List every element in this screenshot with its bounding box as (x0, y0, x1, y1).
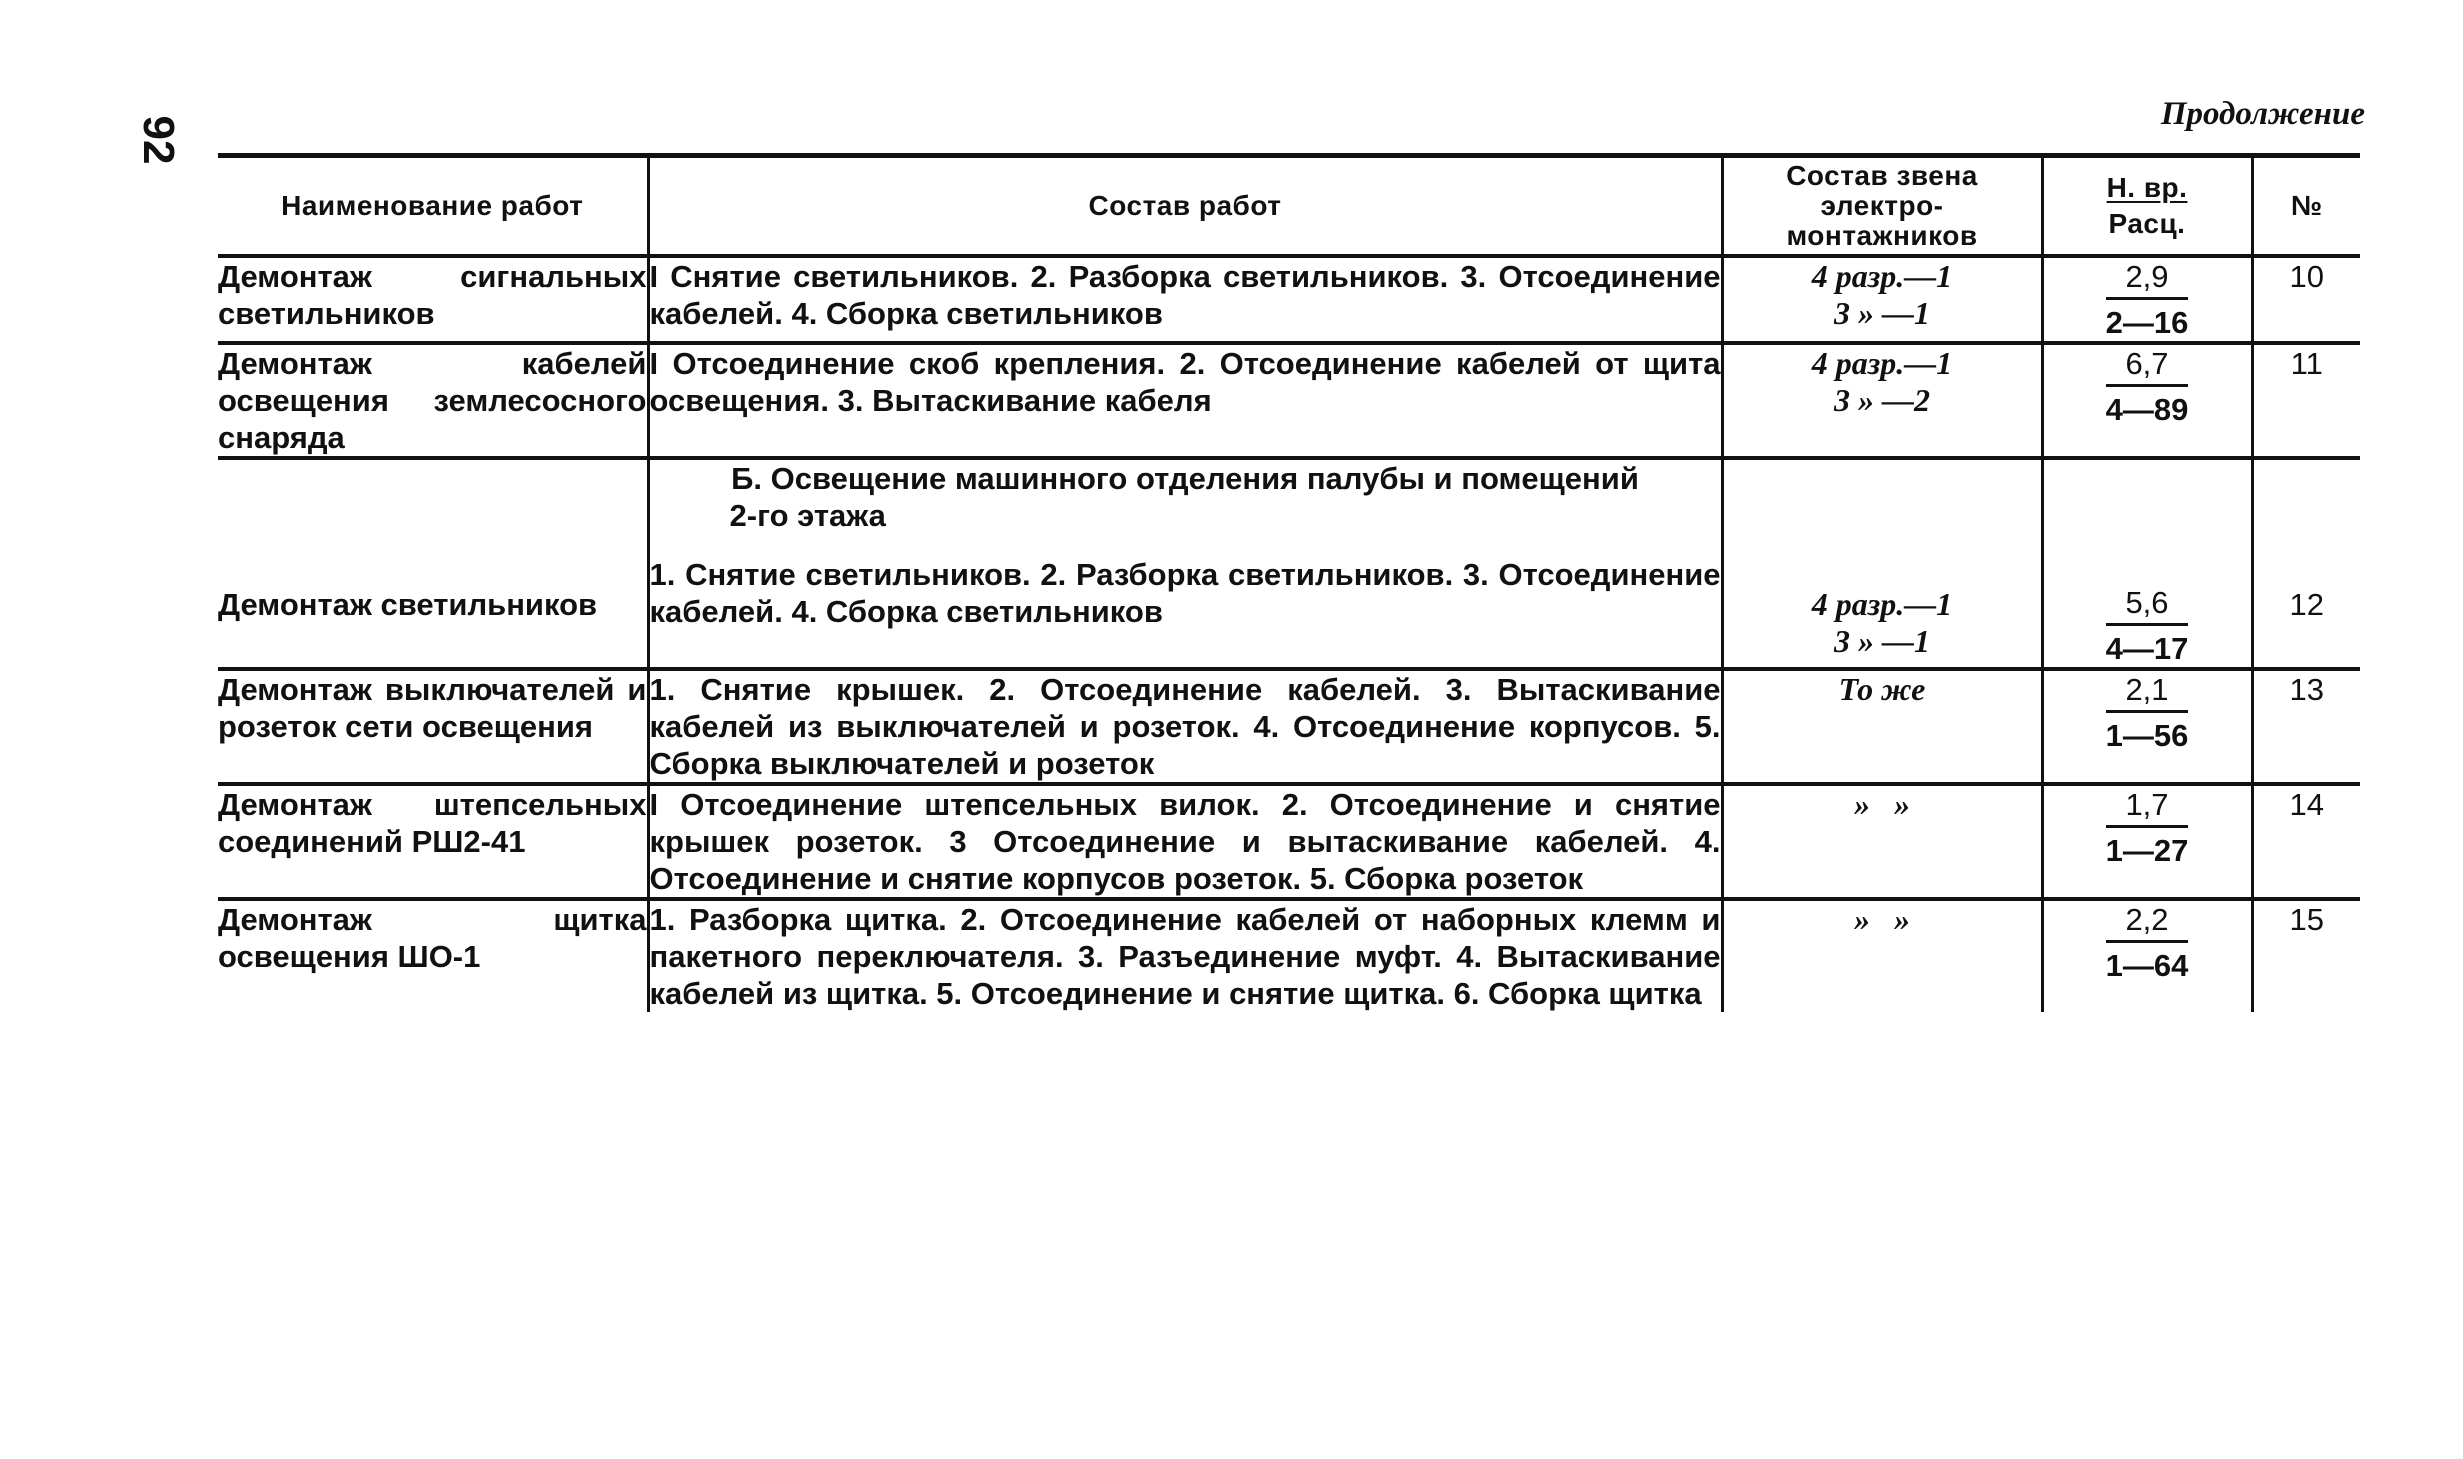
column-header-composition: Состав работ (648, 156, 1722, 257)
column-header-name: Наименование работ (281, 190, 584, 221)
work-composition: I Отсоединение штепсельных вилок. 2. Отсоединение и снятие крышек розеток. 3 Отсоединение и вытаскивание кабелей. 4. Отсоединение и снятие корпусов розеток. 5. Сборка розеток (649, 787, 1721, 896)
table-row (218, 458, 2360, 669)
norm-fraction (2106, 901, 2189, 984)
time-norm: 2,9 (2106, 258, 2189, 300)
norm-fraction (2106, 786, 2189, 869)
rate-value: 1—64 (2105, 948, 2189, 983)
table-body (218, 256, 2360, 1012)
table-row (218, 256, 2360, 343)
crew-line: То же (1838, 671, 1926, 707)
work-composition-cell (648, 458, 1722, 669)
table-row (218, 899, 2360, 1012)
norm-cell (2042, 669, 2252, 784)
row-number: 12 (2252, 458, 2360, 669)
crew-cell (1722, 256, 2042, 343)
work-composition: 1. Снятие крышек. 2. Отсоединение кабелей. 3. Вытаскивание кабелей из выключателей и розеток. 4. Отсоединение корпусов. 5. Сборка выключателей и розеток (649, 672, 1721, 781)
work-composition-cell (648, 256, 1722, 343)
work-composition: I Снятие светильников. 2. Разборка светильников. 3. Отсоединение кабелей. 4. Сборка светильников (649, 259, 1721, 331)
norm-cell (2042, 784, 2252, 899)
crew-cell (1722, 343, 2042, 458)
norm-fraction (2106, 584, 2189, 667)
norm-header-fraction (2107, 173, 2188, 239)
norm-header-time: Н. вр. (2106, 172, 2188, 203)
section-title: Б. Освещение машинного отделения палубы и помещений 2-го этажа (729, 461, 1639, 533)
work-composition-cell (648, 899, 1722, 1012)
time-norm: 5,6 (2106, 584, 2189, 626)
norm-cell (2042, 458, 2252, 669)
table-row (218, 784, 2360, 899)
crew-line: » » (1854, 901, 1910, 937)
work-name: Демонтаж сигнальных светильников (218, 259, 647, 331)
crew-line: 3 » —1 (1834, 295, 1930, 331)
row-number: 11 (2252, 343, 2360, 458)
work-composition-cell (648, 784, 1722, 899)
work-composition-cell (648, 669, 1722, 784)
norms-table (218, 153, 2360, 1012)
norm-header-rate: Расц. (2108, 208, 2186, 239)
rate-value: 2—16 (2105, 305, 2189, 340)
norm-cell (2042, 899, 2252, 1012)
crew-cell (1722, 669, 2042, 784)
crew-cell (1722, 784, 2042, 899)
rate-value: 4—89 (2105, 392, 2189, 427)
work-composition: I Отсоединение скоб крепления. 2. Отсоединение кабелей от щита освещения. 3. Вытаскивание кабеля (649, 346, 1721, 418)
continuation-label: Продолжение (2160, 96, 2365, 132)
column-header-crew (1722, 156, 2042, 257)
column-header-crew-label: Состав звена электро-монтажников (1786, 160, 1978, 251)
crew-line: » » (1854, 786, 1910, 822)
crew-cell (1722, 458, 2042, 669)
work-name: Демонтаж светильников (218, 587, 598, 622)
time-norm: 2,1 (2106, 671, 2189, 713)
crew-line: 4 разр.—1 (1811, 345, 1953, 381)
column-header-number: № (2252, 156, 2360, 257)
row-number: 10 (2252, 256, 2360, 343)
table-row (218, 669, 2360, 784)
rate-value: 1—56 (2105, 718, 2189, 753)
row-number: 15 (2252, 899, 2360, 1012)
crew-line: 3 » —2 (1834, 382, 1930, 418)
work-name: Демонтаж щитка освещения ШО-1 (218, 902, 647, 974)
row-number: 14 (2252, 784, 2360, 899)
table-header (218, 156, 2360, 257)
rate-value: 4—17 (2105, 631, 2189, 666)
time-norm: 6,7 (2106, 345, 2189, 387)
norm-fraction (2106, 345, 2189, 428)
norm-fraction (2106, 258, 2189, 341)
crew-line: 3 » —1 (1834, 623, 1930, 659)
column-header-norm (2042, 156, 2252, 257)
time-norm: 1,7 (2106, 786, 2189, 828)
work-composition: 1. Разборка щитка. 2. Отсоединение кабелей от наборных клемм и пакетного переключателя. 3. Разъединение муфт. 4. Вытаскивание кабелей из щитка. 5. Отсоединение и снятие щитка. 6. Сборка щитка (649, 902, 1721, 1011)
crew-cell (1722, 899, 2042, 1012)
table-row (218, 343, 2360, 458)
norm-cell (2042, 256, 2252, 343)
norm-cell (2042, 343, 2252, 458)
time-norm: 2,2 (2106, 901, 2189, 943)
work-name-cell (218, 458, 648, 669)
work-name: Демонтаж кабелей освещения землесосного снаряда (218, 346, 647, 455)
row-number: 13 (2252, 669, 2360, 784)
work-name: Демонтаж штепсельных соединений РШ2-41 (218, 787, 647, 859)
work-composition-cell (648, 343, 1722, 458)
crew-line: 4 разр.—1 (1811, 258, 1953, 294)
rate-value: 1—27 (2105, 833, 2189, 868)
page-number: 92 (134, 115, 183, 165)
work-name: Демонтаж выключателей и розеток сети освещения (218, 672, 647, 744)
norm-fraction (2106, 671, 2189, 754)
crew-line: 4 разр.—1 (1811, 586, 1953, 622)
work-composition: 1. Снятие светильников. 2. Разборка светильников. 3. Отсоединение кабелей. 4. Сборка светильников (649, 557, 1721, 629)
